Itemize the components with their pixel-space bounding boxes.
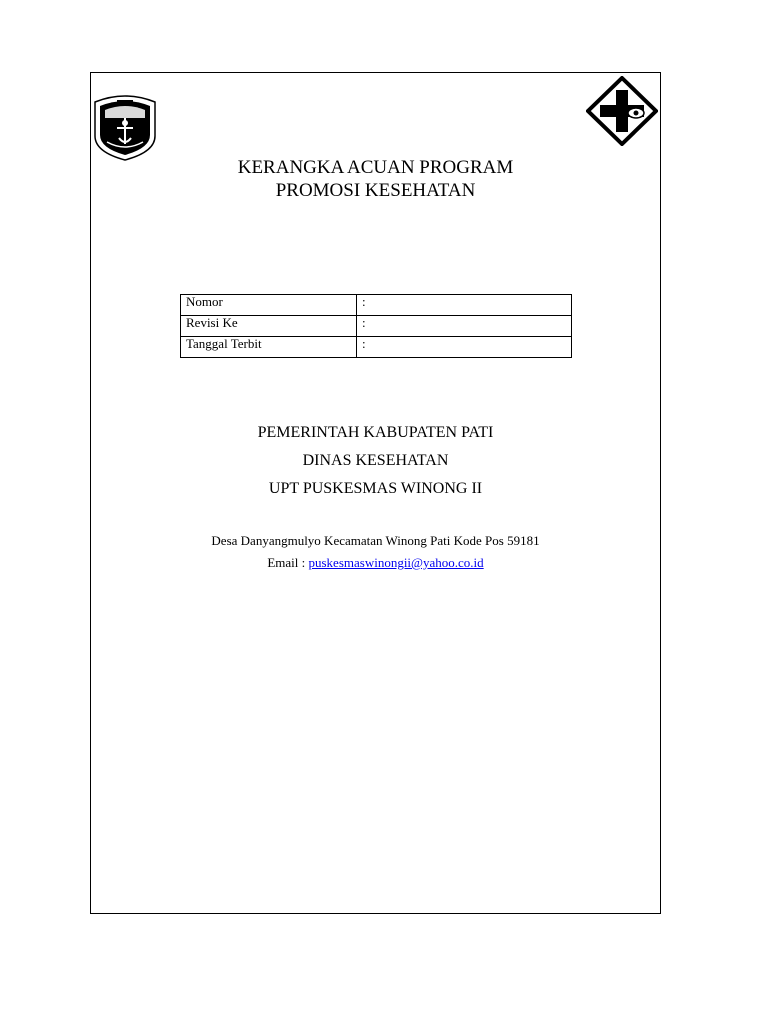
info-value-revisi: : (357, 316, 572, 337)
info-label-tanggal: Tanggal Terbit (181, 337, 357, 358)
org-name-line1: PEMERINTAH KABUPATEN PATI (257, 424, 494, 441)
table-row (181, 337, 572, 358)
email-link[interactable]: puskesmaswinongii@yahoo.co.id (308, 555, 484, 570)
info-value-tanggal: : (357, 337, 572, 358)
org-name-line3: UPT PUSKESMAS WINONG II (268, 480, 483, 497)
org-name-line2: DINAS KESEHATAN (302, 452, 449, 469)
table-row (181, 295, 572, 316)
address-line: Desa Danyangmulyo Kecamatan Winong Pati Kode Pos 59181 (211, 533, 540, 548)
puskesmas-logo-icon (586, 76, 658, 146)
email-label: Email : (267, 555, 309, 570)
info-label-revisi: Revisi Ke (181, 316, 357, 337)
document-title-line2: PROMOSI KESEHATAN (275, 180, 476, 201)
info-label-nomor: Nomor (181, 295, 357, 316)
document-title-line1: KERANGKA ACUAN PROGRAM (237, 157, 514, 178)
table-row (181, 316, 572, 337)
info-value-nomor: : (357, 295, 572, 316)
email-line (90, 555, 661, 571)
document-info-table (180, 294, 572, 358)
pati-regency-emblem-icon (91, 92, 159, 162)
